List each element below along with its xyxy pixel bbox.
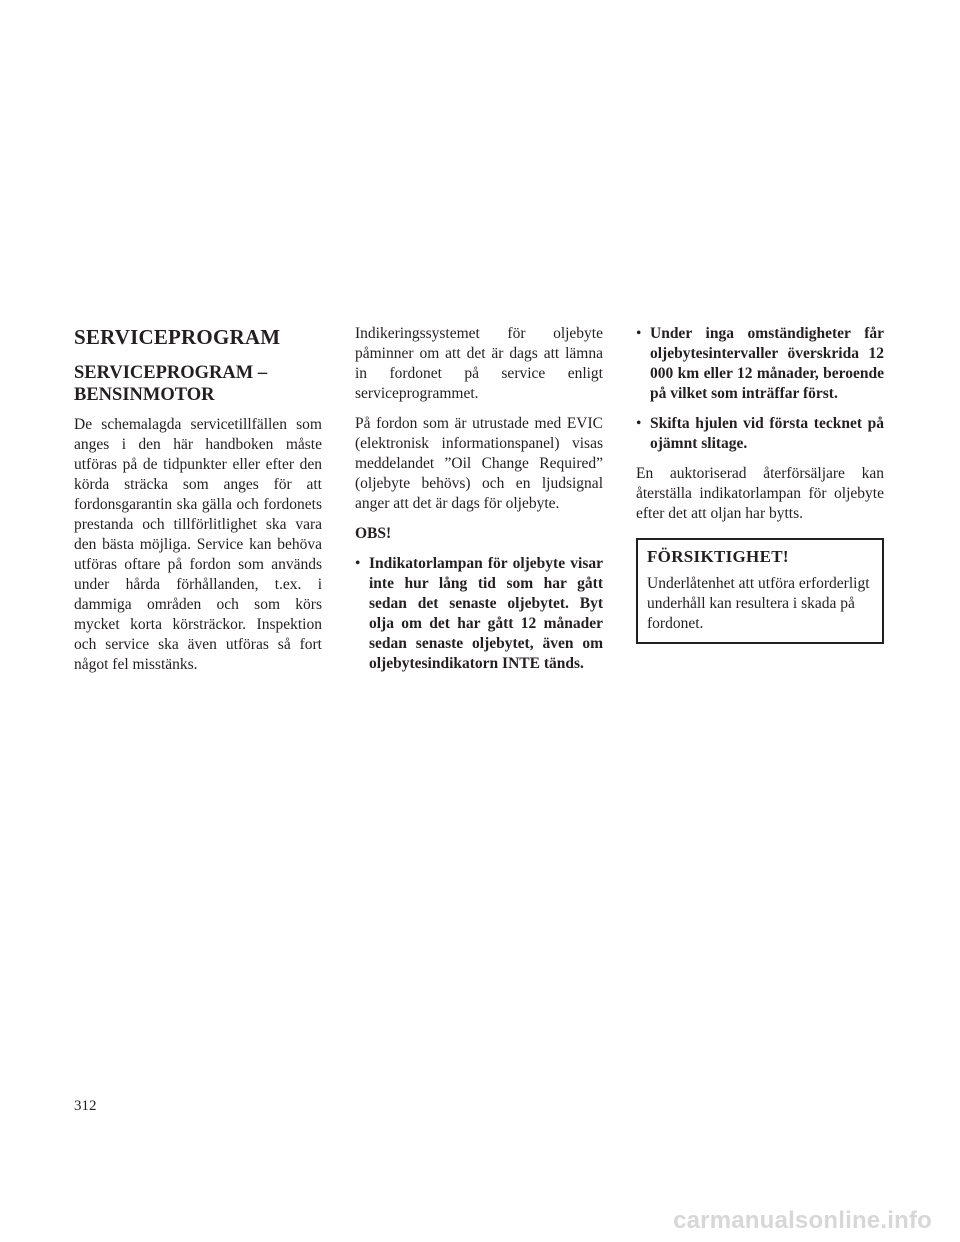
watermark: carmanualsonline.info — [673, 1207, 932, 1234]
caution-text: Underlåtenhet att utföra erforderligt underhåll kan resultera i skada på fordonet. — [647, 575, 870, 632]
page-number: 312 — [74, 1098, 97, 1114]
list-item-text: Skifta hjulen vid första tecknet på ojämnt slitage. — [650, 415, 884, 452]
subsection-heading-line2: BENSINMOTOR — [74, 385, 215, 405]
reset-paragraph: En auktoriserad återförsäljare kan återställa indikatorlampan för oljebyte efter det att oljan har bytts. — [636, 465, 884, 522]
caution-title: FÖRSIKTIGHET! — [647, 547, 789, 566]
list-item — [355, 554, 603, 674]
note-label: OBS! — [355, 525, 392, 542]
evic-paragraph: På fordon som är utrustade med EVIC (elektronisk informationspanel) visas meddelandet ”Oil Change Required” (oljebyte behövs) och en ljudsignal anger att det är dags för oljebyte. — [355, 415, 603, 512]
list-item — [636, 414, 884, 454]
note-list — [355, 554, 603, 674]
bullet-icon: • — [355, 555, 361, 572]
list-item — [636, 324, 884, 404]
subsection-heading-line1: SERVICEPROGRAM – — [74, 363, 268, 383]
bullet-icon: • — [636, 325, 642, 342]
caution-box — [636, 538, 884, 644]
note-list-continued — [636, 324, 884, 454]
bullet-icon: • — [636, 415, 642, 432]
list-item-text: Under inga omständigheter får oljebytesintervaller överskrida 12 000 km eller 12 månader, beroende på vilket som inträffar först. — [650, 325, 884, 402]
section-heading: SERVICEPROGRAM — [74, 325, 281, 349]
column-right — [636, 324, 884, 644]
subsection-heading — [74, 362, 322, 406]
oil-indicator-paragraph: Indikeringssystemet för oljebyte påminner om att det är dags att lämna in fordonet på service enligt serviceprogrammet. — [355, 325, 603, 402]
column-middle — [355, 324, 603, 684]
intro-paragraph: De schemalagda servicetillfällen som anges i den här handboken måste utföras på de tidpunkter eller efter den körda sträcka som anges för att fordonsgarantin ska gälla och fordonets prestanda och tillförlitlighet ska vara den bästa möjliga. Service kan behöva utföras oftare på fordon som används under hårda förhållanden, t.ex. i dammiga områden och som körs mycket korta körsträckor. Inspektion och service ska även utföras så fort något fel misstänks. — [74, 416, 322, 673]
list-item-text: Indikatorlampan för oljebyte visar inte hur lång tid som har gått sedan det senaste oljebytet. Byt olja om det har gått 12 månader sedan senaste oljebytet, även om oljebytesindikatorn INTE tänds. — [369, 555, 603, 672]
column-left — [74, 324, 322, 685]
